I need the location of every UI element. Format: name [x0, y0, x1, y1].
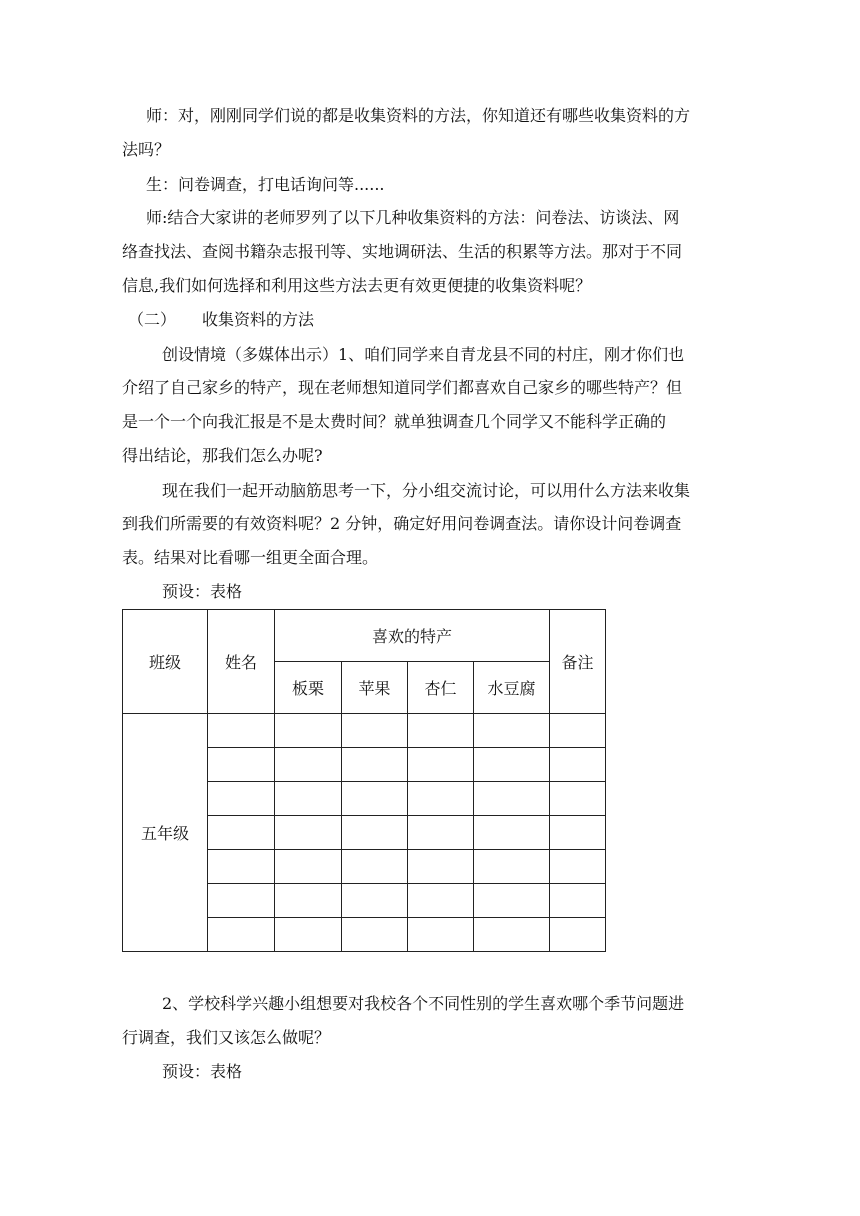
paragraph-line: 法吗？ — [122, 140, 171, 159]
section-title: 收集资料的方法 — [202, 310, 315, 329]
empty-cell — [275, 850, 342, 884]
paragraph-line: 现在我们一起开动脑筋思考一下，分小组交流讨论，可以用什么方法来收集 — [162, 481, 691, 500]
empty-cell — [342, 850, 408, 884]
paragraph-line: 师：对，刚刚同学们说的都是收集资料的方法，你知道还有哪些收集资料的方 — [146, 106, 691, 125]
empty-cell — [275, 748, 342, 782]
empty-cell — [474, 816, 550, 850]
header-class: 班级 — [123, 610, 208, 714]
header-item: 杏仁 — [408, 662, 474, 714]
empty-cell — [275, 816, 342, 850]
empty-cell — [550, 884, 606, 918]
header-item: 苹果 — [342, 662, 408, 714]
empty-cell — [550, 918, 606, 952]
header-item: 水豆腐 — [474, 662, 550, 714]
header-notes: 备注 — [550, 610, 606, 714]
empty-cell — [342, 884, 408, 918]
empty-cell — [342, 918, 408, 952]
empty-cell — [474, 748, 550, 782]
empty-cell — [474, 850, 550, 884]
empty-cell — [275, 714, 342, 748]
paragraph-line: 得出结论，那我们怎么办呢? — [122, 446, 323, 465]
empty-cell — [408, 748, 474, 782]
paragraph-line: 是一个一个向我汇报是不是太费时间？就单独调查几个同学又不能科学正确的 — [122, 412, 667, 431]
empty-cell — [208, 782, 275, 816]
survey-table — [122, 609, 606, 952]
empty-cell — [342, 816, 408, 850]
empty-cell — [408, 782, 474, 816]
empty-cell — [408, 850, 474, 884]
empty-cell — [275, 918, 342, 952]
empty-cell — [550, 714, 606, 748]
empty-cell — [208, 714, 275, 748]
empty-cell — [342, 714, 408, 748]
empty-cell — [342, 748, 408, 782]
header-favorite-products: 喜欢的特产 — [275, 610, 550, 662]
empty-cell — [408, 884, 474, 918]
empty-cell — [474, 782, 550, 816]
paragraph-line: 师:结合大家讲的老师罗列了以下几种收集资料的方法：问卷法、访谈法、网 — [146, 208, 680, 227]
header-item: 板栗 — [275, 662, 342, 714]
paragraph-line: 创设情境（多媒体出示）1、咱们同学来自青龙县不同的村庄，刚才你们也 — [162, 345, 685, 364]
paragraph-line: 到我们所需要的有效资料呢？2 分钟，确定好用问卷调查法。请你设计问卷调查 — [122, 514, 682, 533]
paragraph-line: 信息,我们如何选择和利用这些方法去更有效更便捷的收集资料呢？ — [122, 276, 592, 295]
empty-cell — [342, 782, 408, 816]
paragraph-line: 生：问卷调查，打电话询问等...... — [146, 175, 385, 194]
empty-cell — [474, 918, 550, 952]
paragraph-line: 介绍了自己家乡的特产，现在老师想知道同学们都喜欢自己家乡的哪些特产？但 — [122, 378, 683, 397]
empty-cell — [208, 918, 275, 952]
empty-cell — [275, 884, 342, 918]
empty-cell — [550, 782, 606, 816]
empty-cell — [408, 714, 474, 748]
paragraph-line: 预设：表格 — [162, 582, 243, 601]
grade-cell: 五年级 — [123, 714, 208, 952]
empty-cell — [275, 782, 342, 816]
table-row — [123, 714, 606, 748]
paragraph-line: 预设：表格 — [162, 1062, 243, 1081]
empty-cell — [550, 816, 606, 850]
empty-cell — [474, 884, 550, 918]
paragraph-line: 2、学校科学兴趣小组想要对我校各个不同性别的学生喜欢哪个季节问题进 — [162, 994, 685, 1013]
empty-cell — [208, 816, 275, 850]
empty-cell — [208, 748, 275, 782]
empty-cell — [408, 816, 474, 850]
empty-cell — [208, 850, 275, 884]
empty-cell — [550, 748, 606, 782]
paragraph-line: 络查找法、查阅书籍杂志报刊等、实地调研法、生活的积累等方法。那对于不同 — [122, 242, 683, 261]
empty-cell — [208, 884, 275, 918]
paragraph-line: 表。结果对比看哪一组更全面合理。 — [122, 548, 379, 567]
header-name: 姓名 — [208, 610, 275, 714]
empty-cell — [474, 714, 550, 748]
section-number: （二） — [128, 310, 177, 329]
empty-cell — [550, 850, 606, 884]
paragraph-line: 行调查，我们又该怎么做呢？ — [122, 1028, 331, 1047]
empty-cell — [408, 918, 474, 952]
